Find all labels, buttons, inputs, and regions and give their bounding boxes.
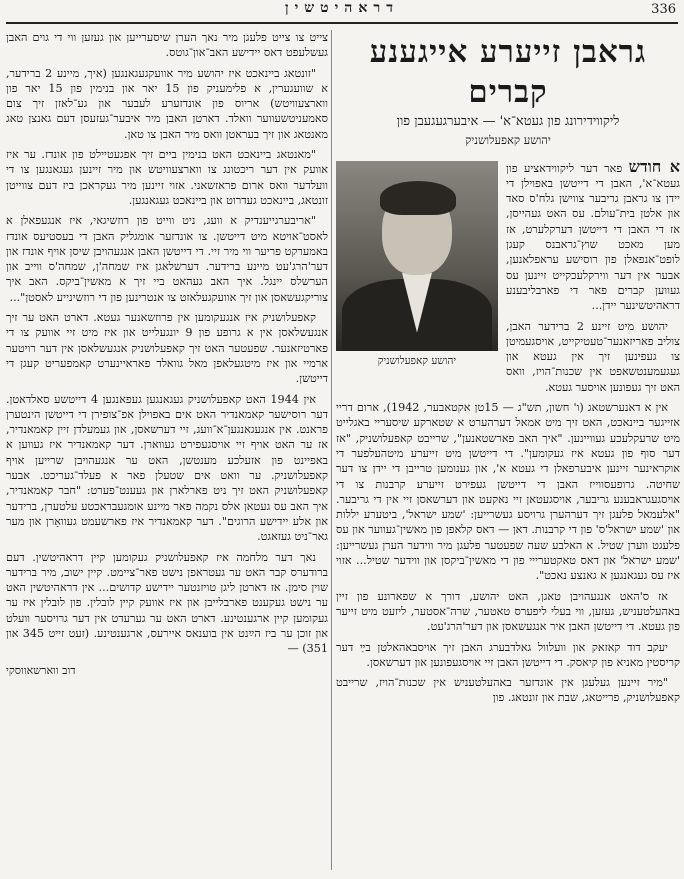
dropcap: א חודש [628, 156, 680, 176]
article-subtitle: ליקווידירונג פון געטא־א' — איבערגעגעבן פון [396, 114, 620, 129]
signature-block [6, 663, 328, 678]
paragraph: יעקב דוד קאזאק און וועלוול גאלדבערג האבן זיך אויסבאהאלטן בײַ דער קריסטין מאניא פון קיאסק. די דייטשן האבן זיי אויסגעפונען און דערשאסן. [336, 640, 680, 669]
paragraph: יהושע מיט זיינע 2 ברידער האבן, צוליב פאריזאנער־טעטיקייט, אויסגעמיטן צו געפינען זיך אין געטא און געגעמענטשאפט אין שכנות־הויז, וואס האט זיך געפונען אויסער געטא. [506, 319, 680, 394]
article-right-column [336, 30, 680, 870]
column-divider [331, 30, 332, 870]
author-photo [336, 161, 498, 351]
paragraph: "זונטאג ביינאכט איז יהושע מיר אוועקגעגאנגען (איך, מיינע 2 ברידער, א שוועגערין, א פלימעניק פון 15 יאר און בנימין פון 15 יאר פון ווארצעוויטש) אריוס פון אונדזערע לעבער און גע־לאזן זיך צום סאמעניטשעווער וואלד. דארטן האבן מיר איבער־געזעסן דעם גאנצן טאג מאנטאג און זיך בעראטן וואס מיר האבן צו טאן. [6, 66, 328, 141]
signature: דוב ווארשאווסקי [6, 663, 76, 677]
paragraph: אין א דאנערשטאג (ו' חשון, תש"ג — 15טן אקטאבער, 1942), ארום דריי אזייגער ביינאכט, האט זיך מיט אמאל דערהערט א שטארקע שיסעריי באגלייט מיט שרעקלעכע געוויינען. "איך האב פארשטאנען", שרייבט קאפעלושניק, "אז דער סוף פון געטא איז געקומען". די דייטשן מיט זייערע מיטהעלפער די אוקראינער זיינען איבערפאלן די געטא א', און גענומען טרייבן די יידן צו דער שחיטה. גרופעסווייז האבן די דייטשן געפירט זייערע קרבנות צו די אויסגעגראבענע גריבער, אויסגעטאן זיי נאקעט און דערשאסן זיי אין די גריבער. "אלעמאל פלעגן זיך דערהערן גרויסע געשרייען: 'שמע ישראל', ביטערע יללות און 'שמע ישראל'ס' פון די קרבנות. דאן — דאס קלאפן פון מאשין־געווער און עס פלעגט ווערן שטיל. א האלבע שעה שפעטער פלעגן מיר ווידער הערן געשרייען: 'שמע ישראל' און דאס טאקטערייי פון די מאשין־ביקסן און ווידער שטיל... אזוי איז עס געגאנגען א גאנצע נאכט". [336, 401, 680, 583]
paragraph: "אריבערגייענדיק א וועג, ניט ווייט פון רוזשיגאי, איז אנגעפאלן א לאסט־אויטא מיט דייטשן. צו אונדזער אומגליק האבן די בעסטיעס אונדז באמערקט פריער ווי מיר זיי. די דייטשן האבן אנגעהויבן שיסן אויף אונדז און דער'הרג'עט מיינע ברידער. דערשלאגן איז שמחה'ן, שמחה'ס ווייב און הערשלס יינגל. איך האב געהאט ביי זיך א מאשין־ביקס. האב איך צוריקגעשאסן און זיך אוועקגעלאזט צו אנטרינען פון די רוזשינייע לאסטן"... [6, 214, 328, 304]
journal-title: דראהיטשין [285, 0, 399, 16]
article-author: יהושע קאפעלושניק [465, 133, 551, 148]
paragraph: צייט צו צייט פלעגן מיר נאך הערן שיסערייען און געזען ווי די גוים האבן געשלעפט דאס יידישע האב־און־גוטס. [6, 31, 328, 60]
source-note: (זעט זייט 345 און 351) — [6, 626, 328, 656]
paragraph: א חודש פאר דער ליקווידאציע פון געטא־א', האבן די דייטשן באפוילן די יידן צו גראבן גריבער צווישן גלח'ס סאד און אלטן בית־עולם. עס האט געהייסן, אז די האבן די דייטשן דערקלערט, אז מען מאכט שוץ־גראבנס קעגן לופט־אנפאלן פון רוסישע עראפלאנען, אבער אין דער ווירקלעכקייט זיינען עס געווען קברים פאר די פארבליבענע דראהיטשינער יידן... [506, 156, 680, 313]
paragraph: אין 1944 האט קאפעלושניק געגאנגען געפאנגען 4 דייטשע סאלדאטן. דער רוסישער קאמאנדיר האט אים באפוילן אפ־צופירן די דייטשן הינטערן פראנט. אין אנגעגאנגען־א־וועג, זיי דערשאסן, און געמעלדן זיין קאמאנדיר, אז ער האט אויף זיי אויסגעפירט געווארן. דער קאמאנדיר איז געווען א באפיינט פון אזעלכע מענטשן, האט ער אנגעהויבן שרייען אויף קאפעלושניק. ער וואט אים שטעלן פאר א פעלד־געריכט. אבער קאפעלושניק האט זיך ניט פארלארן און געענט־פערט: "חבר קאמאנדיר, איך האב עס געטאן אלס נקמה פאר מיינע אומגעבראכטע עלטערן, ברידער און אלע יידישע הרוגים". דער קאמאנדיר איז פארשעמט געוואָרן און מער גאר־ניט געזאגט. [6, 392, 328, 544]
paragraph: "מיר זיינען געלעגן אין אונדזער באהעלטעניש אין שכנות־הויז, שרייבט קאפעלושניק, פרייטאג, שבת און זונטאג. פון [336, 676, 680, 705]
article-title: גראבן זייערע אייגענע קברים [369, 34, 647, 110]
article-left-column [6, 30, 328, 870]
photo-caption: יהושע קאפעלושניק [377, 354, 457, 367]
author-photo-figure [336, 161, 498, 369]
page-number: 336 [651, 2, 676, 17]
paragraph: נאך דער מלחמה איז קאפעלושניק געקומען קיין דראהיטשין. דעם ברודערס קבר האט ער געטראפן נישט פאר־ציימט. קיין ישוב, מיר ברידער שוין סימן. אז דארטן ליגן טויזנטער יידישע קדושים... אין דראהיטשין האט ער נישט געקענט פארבלייבן און איז אוועק קיין לובלין. פון לובלין איז ער געקומען קיין ארגענטינע. דארט האט ער גערעדט אין דער גרויסער וועלט און זוכן ער ביז הײַנט אין בוענאס איירעס, ארגענטינע. (זעט זייט 345 און 351) — [6, 550, 328, 656]
running-head [6, 0, 678, 24]
paragraph: "מאנטאג ביינאכט האט בנימין ביים זיך אפגעטיילט פון אונדז. ער איז אוועק אין דער ריכטונג צו ווארצעוויטש און מיר זיינען געגאנגען צו די וועלדער וואס ארום פראזשאני. אזוי זיינען מיר געקראכן ביז דעם צווייטן זונטאג, ביינאכט געדרוט און ביינאכט געגאנגען. [6, 148, 328, 207]
paragraph: אז ס'האט אנגעהויבן טאגן, האט יהושע, דורך א שפארונע פון זיין באהעלטעניש, געזען, ווי בעלי ליפערס טאטער, שרה־אסטער, ליזעט מיט זייער פון געטא. די דייטשן האבן איר אנגעשאסן און דער'הרג'עט. [336, 589, 680, 634]
paragraph: קאפעלושניק איז אנגעקומען אין פרוזשאנער געטא. דארט האט ער זיך אנגעשלאסן אין א גרופע פון 9 יונגעלייט און איז מיט זיי אוועק צו די פארטיזאנער. שפעטער האט זיך קאפעלושניק אנגעשלאסן אין דער רויטער ארמיי און איז מיטגעלאפן מאל גוואלד פאראיינערט קאמפעריט קעגן די דייטשן. [6, 311, 328, 386]
